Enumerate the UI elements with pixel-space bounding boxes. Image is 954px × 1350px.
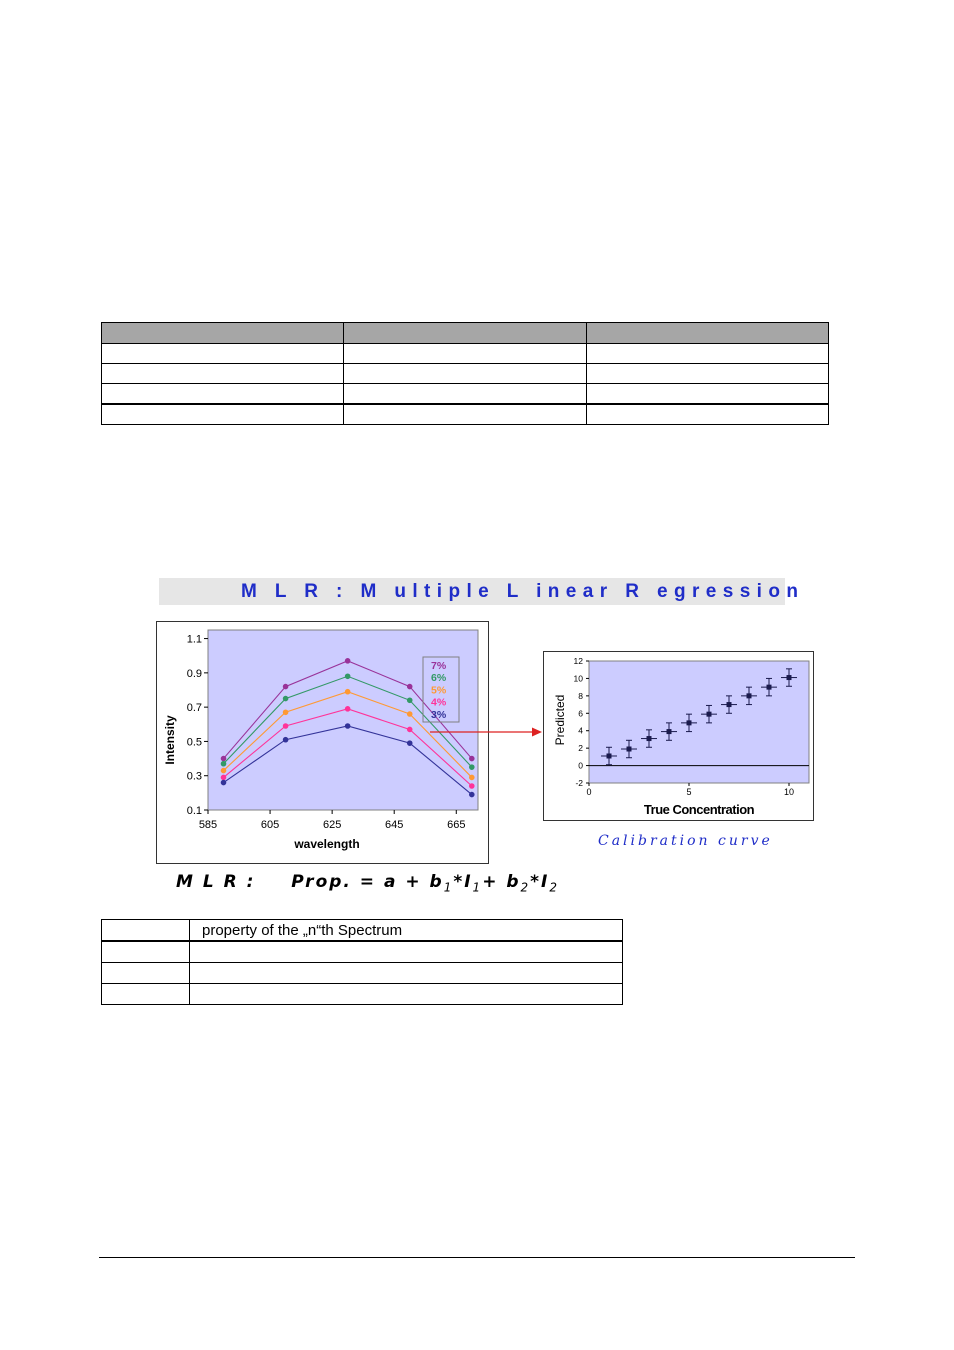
spectrum-data-point bbox=[345, 707, 350, 712]
formula-lhs: M L R : bbox=[176, 872, 256, 892]
table-cell bbox=[586, 384, 828, 405]
spectrum-data-point bbox=[283, 684, 288, 689]
spectrum-data-point bbox=[283, 724, 288, 729]
spectrum-data-point bbox=[469, 756, 474, 761]
calibration-data-point bbox=[727, 702, 732, 707]
table-cell bbox=[344, 384, 586, 405]
spectrum-ytick-label: 0.3 bbox=[186, 770, 202, 783]
spectrum-ytick-label: 0.5 bbox=[186, 736, 202, 749]
formula-sub: 1 bbox=[472, 880, 483, 895]
table-cell bbox=[344, 404, 586, 425]
table-cell bbox=[586, 364, 828, 384]
calibration-data-point bbox=[607, 753, 612, 758]
table-header-row bbox=[102, 323, 829, 344]
arrow-head-icon bbox=[532, 728, 542, 737]
calibration-plot-area bbox=[589, 661, 809, 783]
calibration-chart-frame bbox=[543, 651, 814, 821]
spectrum-ylabel: Intensity bbox=[163, 715, 177, 765]
spectrum-data-point bbox=[469, 765, 474, 770]
spectrum-chart-frame bbox=[156, 621, 489, 864]
spectrum-data-point bbox=[283, 710, 288, 715]
table-header-cell bbox=[102, 323, 344, 344]
spectrum-data-point bbox=[283, 696, 288, 701]
variable-legend-table bbox=[101, 919, 623, 1005]
calibration-data-point bbox=[787, 675, 792, 680]
formula-sub: 2 bbox=[520, 880, 531, 895]
table-cell-value: property of the „n“th Spectrum bbox=[190, 920, 623, 942]
calibration-ytick-label: -2 bbox=[575, 778, 583, 788]
mlr-formula bbox=[176, 872, 559, 894]
calibration-xtick-label: 5 bbox=[686, 787, 692, 797]
spectrum-xtick-label: 605 bbox=[260, 819, 280, 831]
calibration-caption: Calibration curve bbox=[598, 833, 773, 849]
formula-term: *I bbox=[530, 872, 550, 892]
calibration-xtick-label: 10 bbox=[783, 787, 795, 797]
table-row bbox=[102, 984, 623, 1005]
spectrum-ytick-label: 1.1 bbox=[186, 633, 202, 646]
calibration-ytick-label: 4 bbox=[578, 725, 583, 736]
table-cell-value bbox=[190, 941, 623, 963]
spectrum-chart bbox=[157, 622, 488, 863]
spectrum-data-point bbox=[407, 698, 412, 703]
spectrum-legend-entry: 6% bbox=[431, 672, 447, 685]
spectrum-data-point bbox=[221, 756, 226, 761]
calibration-data-point bbox=[647, 736, 652, 741]
table-cell-value bbox=[190, 984, 623, 1005]
spectrum-data-point bbox=[469, 792, 474, 797]
calibration-ytick-label: 10 bbox=[573, 673, 583, 684]
spectrum-xlabel: wavelength bbox=[294, 837, 360, 851]
table-cell bbox=[102, 404, 344, 425]
table-cell-value bbox=[190, 963, 623, 984]
spectrum-data-point bbox=[345, 659, 350, 664]
spectrum-data-point bbox=[221, 780, 226, 785]
formula-term: *I bbox=[453, 872, 473, 892]
table-cell-key bbox=[102, 984, 190, 1005]
table-row bbox=[102, 941, 623, 963]
spectrum-data-point bbox=[221, 775, 226, 780]
spectrum-legend-entry: 5% bbox=[431, 684, 447, 697]
calibration-data-point bbox=[667, 729, 672, 734]
spectrum-data-point bbox=[345, 674, 350, 679]
spectrum-data-point bbox=[469, 784, 474, 789]
spectrum-xtick-label: 585 bbox=[198, 819, 218, 831]
table-cell bbox=[102, 344, 344, 364]
spectrum-xtick-label: 645 bbox=[385, 819, 404, 831]
calibration-data-point bbox=[627, 747, 632, 752]
spectrum-xtick-label: 665 bbox=[447, 819, 466, 831]
spectrum-data-point bbox=[221, 768, 226, 773]
table-row bbox=[102, 963, 623, 984]
calibration-ytick-label: 6 bbox=[578, 708, 583, 719]
table-cell bbox=[344, 344, 586, 364]
table-cell bbox=[344, 364, 586, 384]
spectrum-legend-entry: 7% bbox=[431, 660, 447, 672]
table-cell bbox=[586, 344, 828, 364]
table-row bbox=[102, 384, 829, 405]
calibration-ytick-label: 2 bbox=[578, 743, 583, 754]
parameter-table bbox=[101, 322, 829, 425]
calibration-xlabel: True Concentration bbox=[643, 802, 755, 817]
spectrum-data-point bbox=[221, 761, 226, 766]
calibration-data-point bbox=[687, 720, 692, 725]
spectrum-ytick-label: 0.7 bbox=[186, 702, 202, 715]
table-cell bbox=[102, 364, 344, 384]
calibration-data-point bbox=[707, 712, 712, 717]
table-row bbox=[102, 920, 623, 942]
arrow-connector bbox=[430, 724, 545, 740]
table-cell-key bbox=[102, 941, 190, 963]
table-cell bbox=[102, 384, 344, 405]
calibration-chart bbox=[544, 652, 813, 820]
formula-term: + b bbox=[482, 872, 521, 892]
calibration-ytick-label: 8 bbox=[578, 690, 583, 701]
calibration-data-point bbox=[747, 693, 752, 698]
mlr-banner: M L R : M ultiple L inear R egression bbox=[159, 578, 785, 605]
table-row bbox=[102, 344, 829, 364]
spectrum-ytick-label: 0.1 bbox=[186, 805, 202, 817]
spectrum-data-point bbox=[407, 741, 412, 746]
spectrum-legend-entry: 3% bbox=[431, 708, 447, 721]
table-cell-key bbox=[102, 963, 190, 984]
formula-body: Prop. = a + b bbox=[291, 872, 444, 892]
spectrum-data-point bbox=[407, 727, 412, 732]
table-row bbox=[102, 404, 829, 425]
calibration-data-point bbox=[767, 685, 772, 690]
spectrum-xtick-label: 625 bbox=[322, 819, 342, 831]
spectrum-data-point bbox=[345, 689, 350, 694]
footer-rule bbox=[99, 1257, 855, 1258]
formula-sub: 1 bbox=[443, 880, 454, 895]
table-cell-key bbox=[102, 920, 190, 942]
spectrum-data-point bbox=[345, 724, 350, 729]
spectrum-data-point bbox=[407, 712, 412, 717]
table-header-cell bbox=[586, 323, 828, 344]
spectrum-data-point bbox=[407, 684, 412, 689]
table-header-cell bbox=[344, 323, 586, 344]
spectrum-legend-entry: 4% bbox=[431, 696, 447, 709]
table-row bbox=[102, 364, 829, 384]
formula-sub: 2 bbox=[549, 880, 560, 895]
spectrum-ytick-label: 0.9 bbox=[186, 667, 202, 680]
calibration-ytick-label: 12 bbox=[573, 656, 583, 666]
spectrum-data-point bbox=[469, 775, 474, 780]
table-cell bbox=[586, 404, 828, 425]
calibration-xtick-label: 0 bbox=[586, 787, 592, 797]
calibration-ylabel: Predicted bbox=[553, 694, 567, 746]
calibration-ytick-label: 0 bbox=[578, 760, 583, 771]
spectrum-data-point bbox=[283, 737, 288, 742]
